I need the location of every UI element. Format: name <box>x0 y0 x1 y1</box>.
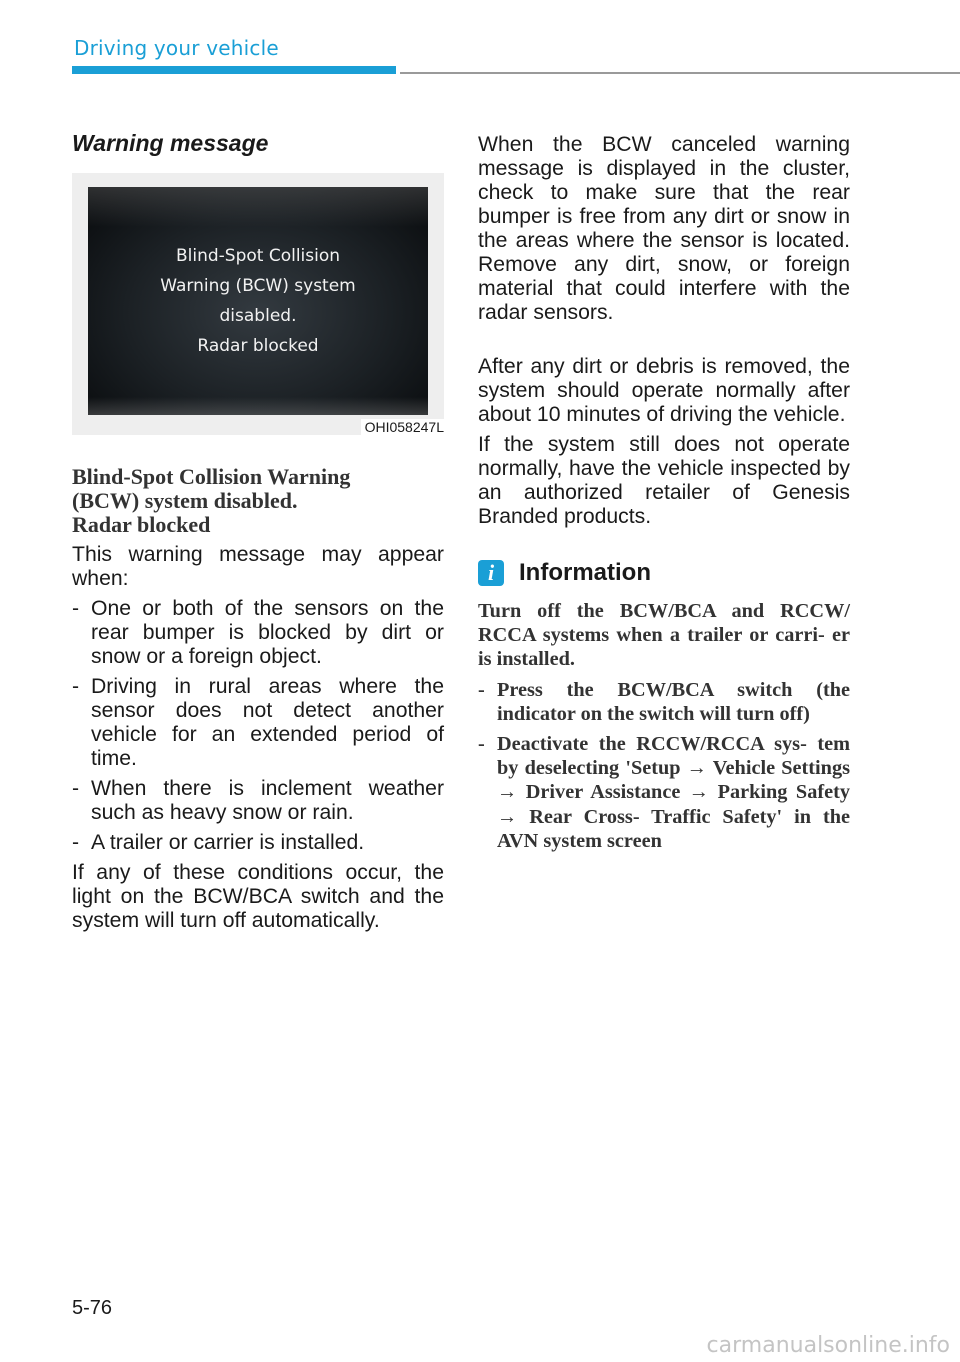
paragraph: After any dirt or debris is removed, the system should operate normally after about 10 minutes of driving the vehicle. <box>478 355 850 426</box>
list-item-text: One or both of the sensors on the rear bumper is blocked by dirt or snow or a foreign object. <box>91 597 444 668</box>
right-column <box>478 133 850 859</box>
screen-line: disabled. <box>219 306 297 326</box>
info-icon: i <box>478 560 504 586</box>
section-title: Driving your vehicle <box>74 36 279 60</box>
subheading-line: Radar blocked <box>72 512 211 537</box>
information-list <box>478 678 850 853</box>
list-item-text: Press the BCW/BCA switch (the indicator on the switch will turn off) <box>497 678 850 725</box>
left-column <box>72 130 444 933</box>
page-number: 5-76 <box>72 1297 113 1319</box>
list-item-text: When there is inclement weather such as heavy snow or rain. <box>91 777 444 824</box>
warning-heading: Warning message <box>72 130 269 156</box>
list-item <box>478 678 850 726</box>
information-text: Turn off the BCW/BCA and RCCW/ RCCA systems when a trailer or carri- er is installed. <box>478 600 850 671</box>
list-item-text: Driving in rural areas where the sensor does not detect another vehicle for an extended period of time. <box>91 675 444 770</box>
dash-marker: - <box>72 675 80 698</box>
information-title: Information <box>519 559 651 586</box>
paragraph: If the system still does not operate normally, have the vehicle inspected by an authorized retailer of Genesis Branded products. <box>478 433 850 528</box>
screen-glare-top <box>88 187 428 227</box>
screen-glare-bottom <box>88 397 428 415</box>
message-subheading <box>72 465 444 537</box>
dash-marker: - <box>72 777 80 800</box>
dash-marker: - <box>72 831 80 854</box>
list-item <box>72 597 444 669</box>
intro-paragraph: This warning message may appear when: <box>72 543 444 590</box>
watermark: carmanualsonline.info <box>706 1333 950 1358</box>
cluster-screen <box>88 187 428 415</box>
condition-list <box>72 597 444 855</box>
list-item <box>478 732 850 853</box>
screen-line: Blind-Spot Collision <box>175 246 341 266</box>
list-item-text: A trailer or carrier is installed. <box>91 831 365 854</box>
subheading-line: Blind-Spot Collision Warning <box>72 464 351 489</box>
screen-line: Radar blocked <box>197 336 319 356</box>
list-item <box>72 831 444 855</box>
information-header <box>478 559 850 587</box>
figure-code: OHI058247L <box>361 419 444 435</box>
header-rule <box>400 72 960 74</box>
subheading-line: (BCW) system disabled. <box>72 488 298 513</box>
closing-paragraph: If any of these conditions occur, the light on the BCW/BCA switch and the system will turn off automatically. <box>72 861 444 932</box>
header-accent-bar <box>72 66 396 74</box>
dash-marker: - <box>72 597 80 620</box>
screen-line: Warning (BCW) system <box>160 276 356 296</box>
cluster-figure <box>72 173 444 435</box>
list-item-text: Deactivate the RCCW/RCCA sys- tem by deselecting 'Setup → Vehicle Settings → Driver Assistance → Parking Safety → Rear Cross- Traffic Safety' in the AVN system screen <box>497 733 850 852</box>
dash-marker: - <box>478 678 485 701</box>
dash-marker: - <box>478 733 485 756</box>
list-item <box>72 777 444 825</box>
list-item <box>72 675 444 771</box>
paragraph: When the BCW canceled warning message is displayed in the cluster, check to make sure that the rear bumper is free from any dirt or snow in the areas where the sensor is located. Remove any dirt, snow, or foreign material that could interfere with the radar sensors. <box>478 133 850 324</box>
